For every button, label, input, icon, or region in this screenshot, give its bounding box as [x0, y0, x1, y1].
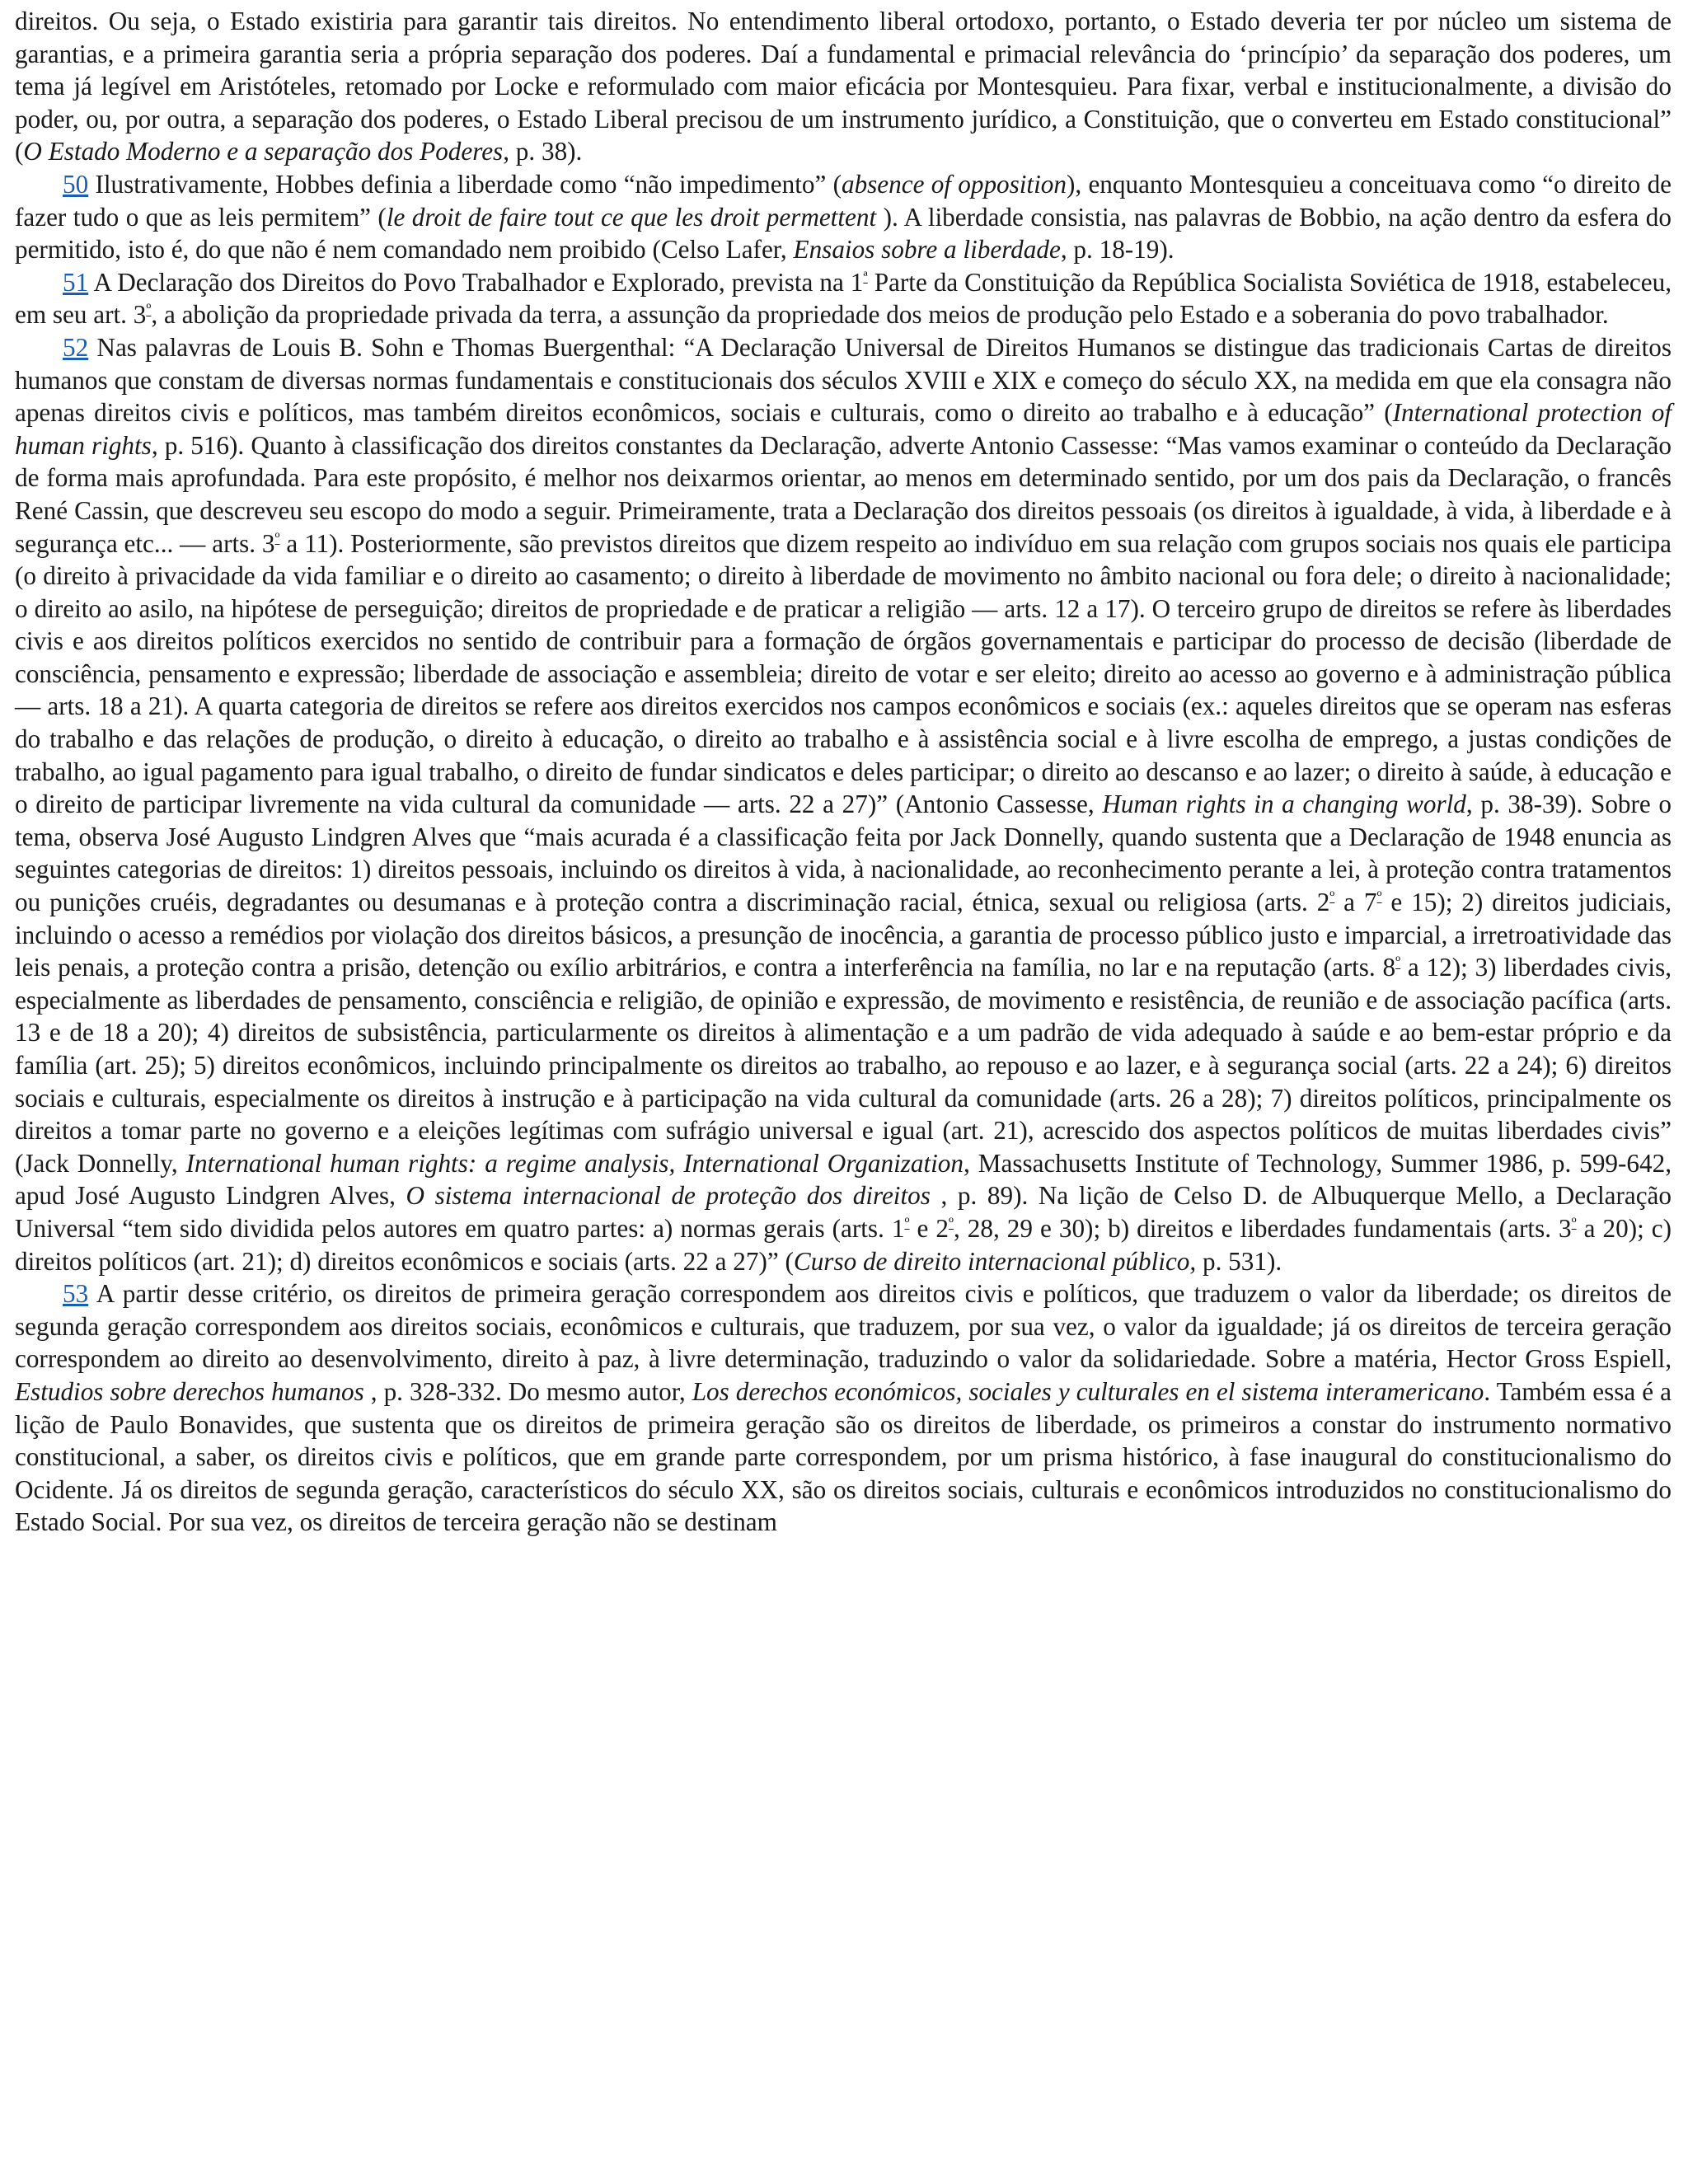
citation-title: Ensaios sobre a liberdade: [793, 235, 1061, 265]
text-run: a 12); 3) liberdades civis, especialmente as liberdades de pensamento, consciência e religião, de opinião e expressão, de movimento e resistência, de reunião e de associação pacífica (arts. 13 e de 18 a 20); 4) direitos de subsistência, particularmente os direitos à alimentação e a um padrão de vida adequado à saúde e ao bem-estar próprio e da família (art. 25); 5) direitos econômicos, incluindo principalmente os direitos ao trabalho, ao repouso e ao lazer, e à segurança social (arts. 22 a 24); 6) direitos sociais e culturais, especialmente os direitos à instrução e à participação na vida cultural da comunidade (arts. 26 a 28); 7) direitos políticos, principalmente os direitos a tomar parte no governo e a eleições legítimas com sufrágio universal e igual (art. 21), acrescido dos aspectos políticos de muitas liberdades civis” (Jack Donnelly,: [15, 953, 1672, 1178]
ordinal-indicator: º: [948, 1215, 954, 1233]
text-run: , p. 18-19).: [1060, 235, 1175, 265]
ordinal-indicator: º: [1571, 1215, 1577, 1233]
footnote-paragraph: [15, 1277, 1672, 1539]
text-run: . Também essa é a lição de Paulo Bonavides, que sustenta que os direitos de primeira geração são os direitos de liberdade, os primeiros a constar do instrumento normativo constitucional, a saber, os direitos civis e políticos, que em grande parte correspondem, por um prisma histórico, à fase inaugural do constitucionalismo do Ocidente. Já os direitos de segunda geração, característicos do século XX, são os direitos sociais, culturais e econômicos introduzidos no constitucionalismo do Estado Social. Por sua vez, os direitos de terceira geração não se destinam: [15, 1376, 1672, 1537]
citation-title: O sistema internacional de proteção dos direitos: [406, 1181, 931, 1211]
citation-title: Estudios sobre derechos humanos: [15, 1376, 364, 1406]
text-run: a 11). Posteriormente, são previstos direitos que dizem respeito ao indivíduo em sua relação com grupos sociais nos quais ele participa (o direito à privacidade da vida familiar e o direito ao casamento; o direito à liberdade de movimento no âmbito nacional ou fora dele; o direito à nacionalidade; o direito ao asilo, na hipótese de perseguição; direitos de propriedade e de praticar a religião — arts. 12 a 17). O terceiro grupo de direitos se refere às liberdades civis e aos direitos políticos exercidos no sentido de contribuir para a formação de órgãos governamentais e participar do processo de decisão (liberdade de consciência, pensamento e expressão; liberdade de associação e assembleia; direito de votar e ser eleito; direito ao acesso ao governo e à administração pública — arts. 18 a 21). A quarta categoria de direitos se refere aos direitos exercidos nos campos econômicos e sociais (ex.: aqueles direitos que se operam nas esferas do trabalho e das relações de produção, o direito à educação, o direito ao trabalho e à assistência social e à livre escolha de emprego, a justas condições de trabalho, ao igual pagamento para igual trabalho, o direito de fundar sindicatos e deles participar; o direito ao descanso e ao lazer; o direito à saúde, à educação e o direito de participar livremente na vida cultural da comunidade — arts. 22 a 27)” (Antonio Cassesse,: [15, 528, 1672, 819]
text-run: , p. 328-332. Do mesmo autor,: [363, 1376, 692, 1406]
footnote-link-53[interactable]: 53: [63, 1279, 89, 1309]
text-run: , 28, 29 e 30); b) direitos e liberdades fundamentais (arts. 3: [953, 1213, 1572, 1243]
text-run: , p. 38-39). Sobre o tema, observa José Augusto Lindgren Alves que “mais acurada é a classificação feita por Jack Donnelly, quando sustenta que a Declaração de 1948 enuncia as seguintes categorias de direitos: 1) direitos pessoais, incluindo os direitos à vida, à nacionalidade, ao reconhecimento perante a lei, à proteção contra tratamentos ou punições cruéis, degradantes ou desumanas e à proteção contra a discriminação racial, étnica, sexual ou religiosa (arts. 2: [15, 790, 1672, 917]
ordinal-indicator: º: [1395, 954, 1401, 972]
footnote-link-51[interactable]: 51: [63, 267, 89, 297]
text-run: ), enquanto Montesquieu a conceituava como “o direito de fazer tudo o que as leis permitem” (: [15, 169, 1672, 232]
ordinal-indicator: ª: [863, 269, 868, 287]
footnote-paragraph: [15, 331, 1672, 1277]
footnote-link-52[interactable]: 52: [63, 332, 89, 362]
document-page: [15, 5, 1672, 1539]
text-run: Parte da Constituição da República Socialista Soviética de 1918, estabeleceu, em seu art. 3: [15, 267, 1672, 330]
text-run: , a abolição da propriedade privada da terra, a assunção da propriedade dos meios de produção pelo Estado e a soberania do povo trabalhador.: [151, 300, 1609, 330]
text-run: Ilustrativamente, Hobbes definia a liberdade como “não impedimento” (: [88, 169, 842, 199]
text-run: direitos. Ou seja, o Estado existiria para garantir tais direitos. No entendimento liberal ortodoxo, portanto, o Estado deveria ter por núcleo um sistema de garantias, e a primeira garantia seria a própria separação dos poderes. Daí a fundamental e primacial relevância do ‘princípio’ da separação dos poderes, um tema já legível em Aristóteles, retomado por Locke e reformulado com maior eficácia por Montesquieu. Para fixar, verbal e institucionalmente, a divisão do poder, ou, por outra, a separação dos poderes, o Estado Liberal precisou de um instrumento jurídico, a Constituição, que o converteu em Estado constitucional” (: [15, 7, 1672, 166]
ordinal-indicator: º: [274, 529, 280, 547]
text-run: A partir desse critério, os direitos de primeira geração correspondem aos direitos civis e políticos, que traduzem o valor da liberdade; os direitos de segunda geração correspondem aos direitos sociais, econômicos e culturais, que traduzem, por sua vez, o valor da igualdade; já os direitos de terceira geração correspondem ao direito ao desenvolvimento, direito à paz, à livre determinação, traduzindo o valor da solidariedade. Sobre a matéria, Hector Gross Espiell,: [15, 1279, 1672, 1374]
text-run: Nas palavras de Louis B. Sohn e Thomas Buergenthal: “A Declaração Universal de Direitos Humanos se distingue das tradicionais Cartas de direitos humanos que constam de diversas normas fundamentais e constitucionais dos séculos XVIII e XIX e começo do século XX, na medida em que ela consagra não apenas direitos civis e políticos, mas também direitos econômicos, sociais e culturais, como o direito ao trabalho e à educação” (: [15, 332, 1672, 428]
citation-title: Human rights in a changing world: [1102, 790, 1466, 819]
citation-title: International protection of human rights: [15, 398, 1672, 460]
ordinal-indicator: º: [904, 1215, 910, 1233]
text-run: ). A liberdade consistia, nas palavras de Bobbio, na ação dentro da esfera do permitido, isto é, do que não é nem comandado nem proibido (Celso Lafer,: [15, 202, 1672, 265]
text-run: a 20); c) direitos políticos (art. 21); d) direitos econômicos e sociais (arts. 22 a 27)” (: [15, 1213, 1672, 1276]
text-run: p. 531).: [1196, 1246, 1282, 1276]
text-run: , p. 89). Na lição de Celso D. de Albuquerque Mello, a Declaração Universal “tem sido dividida pelos autores em quatro partes: a) normas gerais (arts. 1: [15, 1181, 1672, 1243]
citation-title: Curso de direito internacional público,: [793, 1246, 1197, 1276]
text-run: , p. 516). Quanto à classificação dos direitos constantes da Declaração, adverte Antonio Cassesse: “Mas vamos examinar o conteúdo da Declaração de forma mais aprofundada. Para este propósito, é melhor nos deixarmos orientar, ao menos em determinado sentido, por um dos pais da Declaração, o francês René Cassin, que descreveu seu escopo do modo a seguir. Primeiramente, trata a Declaração dos direitos pessoais (os direitos à igualdade, à vida, à liberdade e à segurança etc... — arts. 3: [15, 430, 1672, 558]
text-run: e 2: [909, 1213, 949, 1243]
citation-title: Los derechos económicos, sociales y culturales en el sistema interamericano: [692, 1376, 1484, 1406]
citation-title: le droit de faire tout ce que les droit permettent: [386, 202, 877, 232]
text-run: A Declaração dos Direitos do Povo Trabalhador e Explorado, prevista na 1: [88, 267, 864, 297]
text-run: , p. 38).: [503, 137, 583, 166]
ordinal-indicator: º: [1376, 888, 1382, 907]
citation-title: absence of opposition: [841, 169, 1067, 199]
footnote-link-50[interactable]: 50: [63, 169, 89, 199]
text-run: , Massachusetts Institute of Technology, Summer 1986, p. 599-642, apud José Augusto Lindgren Alves,: [15, 1148, 1672, 1211]
citation-title: International human rights: a regime analysis, International Organization: [185, 1148, 964, 1178]
footnote-paragraph: [15, 168, 1672, 266]
ordinal-indicator: º: [1329, 888, 1335, 907]
footnote-paragraph: [15, 266, 1672, 331]
continuation-paragraph: [15, 5, 1672, 168]
text-run: e 15); 2) direitos judiciais, incluindo o acesso a remédios por violação dos direitos básicos, a presunção de inocência, a garantia de processo público justo e imparcial, a irretroatividade das leis penais, a proteção contra a prisão, detenção ou exílio arbitrários, e contra a interferência na família, no lar e na reputação (arts. 8: [15, 888, 1672, 982]
text-run: a 7: [1334, 888, 1377, 917]
ordinal-indicator: º: [146, 301, 152, 319]
citation-title: O Estado Moderno e a separação dos Poderes: [23, 137, 504, 166]
